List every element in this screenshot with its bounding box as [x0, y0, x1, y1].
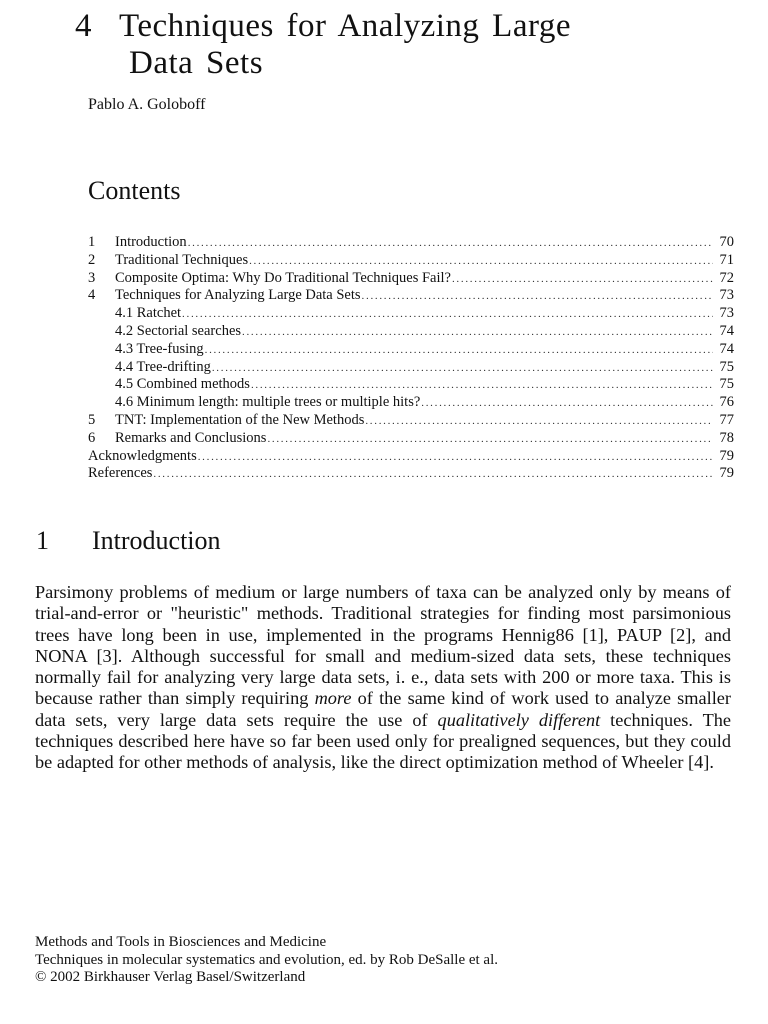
page-footer	[35, 934, 498, 987]
toc-entry-page: 71	[719, 251, 734, 268]
toc-leader-dots	[249, 252, 713, 271]
toc-entry-number: 2	[88, 251, 96, 268]
toc-entry[interactable]	[88, 465, 734, 483]
paragraph-text: Parsimony problems of medium or large numbers of taxa can be analyzed only by means of trial-and-error or "heuristic" methods. Traditional strategies for finding most parsimonious trees have long been in use, implemented in the programs Hennig86 [1], PAUP [2], and NONA [3]. Although successful for small and medium-sized data sets, these techniques normally fail for analyzing very large data sets, i. e., data sets with 200 or more taxa. This is because rather than simply requiring	[35, 582, 731, 709]
table-of-contents	[88, 234, 734, 483]
toc-entry[interactable]	[88, 448, 734, 466]
toc-entry-label: References	[88, 465, 153, 482]
toc-leader-dots	[198, 448, 713, 467]
author-name: Pablo A. Goloboff	[88, 96, 206, 113]
toc-entry-number: 3	[88, 269, 96, 286]
toc-entry-label: Remarks and Conclusions	[115, 429, 267, 446]
toc-entry[interactable]	[88, 430, 734, 448]
toc-subentry[interactable]	[88, 376, 734, 394]
toc-leader-dots	[452, 270, 713, 289]
toc-entry-label: 4.5 Combined methods	[115, 376, 250, 393]
toc-entry-page: 70	[719, 234, 734, 250]
toc-entry-label: Acknowledgments	[88, 447, 197, 464]
toc-subentry[interactable]	[88, 359, 734, 377]
toc-entry[interactable]	[88, 287, 734, 305]
chapter-title-line-2: Data Sets	[129, 45, 264, 81]
toc-entry[interactable]	[88, 234, 734, 252]
footer-book: Techniques in molecular systematics and evolution, ed. by Rob DeSalle et al.	[35, 951, 499, 968]
toc-subentry[interactable]	[88, 341, 734, 359]
toc-entry-page: 74	[719, 322, 734, 339]
toc-leader-dots	[267, 430, 713, 449]
toc-leader-dots	[212, 359, 713, 378]
contents-heading: Contents	[88, 176, 181, 205]
toc-entry-number: 1	[88, 234, 96, 250]
emphasis-text: qualitatively different	[437, 709, 601, 730]
toc-leader-dots	[242, 323, 713, 342]
toc-entry[interactable]	[88, 252, 734, 270]
chapter-title-line-1: Techniques for Analyzing Large	[119, 8, 572, 44]
toc-leader-dots	[362, 287, 713, 306]
toc-leader-dots	[182, 305, 713, 324]
toc-entry-number: 5	[88, 411, 96, 428]
toc-leader-dots	[153, 465, 713, 484]
toc-leader-dots	[205, 341, 713, 360]
toc-entry-page: 73	[719, 305, 734, 322]
toc-entry-label: 4.6 Minimum length: multiple trees or multiple hits?	[115, 394, 421, 411]
toc-entry-number: 4	[88, 287, 96, 304]
toc-entry-page: 79	[719, 447, 734, 464]
toc-leader-dots	[188, 234, 713, 253]
section-title: Introduction	[92, 526, 221, 555]
toc-entry-page: 72	[719, 269, 734, 286]
toc-entry-page: 75	[719, 358, 734, 375]
toc-entry-page: 75	[719, 376, 734, 393]
toc-entry-label: TNT: Implementation of the New Methods	[115, 411, 365, 428]
toc-entry-label: Techniques for Analyzing Large Data Sets	[115, 287, 361, 304]
toc-entry-label: 4.3 Tree-fusing	[115, 340, 204, 357]
toc-subentry[interactable]	[88, 305, 734, 323]
toc-entry-number: 6	[88, 429, 96, 446]
toc-leader-dots	[365, 412, 713, 431]
toc-subentry[interactable]	[88, 323, 734, 341]
paragraph-text: of the same kind of work used to analyze smaller data sets, very large data sets require the use of	[35, 688, 731, 730]
toc-subentry[interactable]	[88, 394, 734, 412]
toc-entry-page: 76	[719, 394, 734, 411]
footer-copyright: © 2002 Birkhauser Verlag Basel/Switzerland	[35, 969, 306, 985]
toc-entry[interactable]	[88, 270, 734, 288]
toc-entry-page: 78	[719, 429, 734, 446]
footer-series: Methods and Tools in Biosciences and Medicine	[35, 934, 327, 950]
chapter-title	[75, 8, 735, 82]
emphasis-text: more	[314, 688, 352, 709]
toc-entry[interactable]	[88, 412, 734, 430]
section-heading	[36, 526, 221, 556]
toc-entry-label: Traditional Techniques	[115, 251, 249, 268]
toc-entry-page: 73	[719, 287, 734, 304]
toc-entry-label: 4.4 Tree-drifting	[115, 358, 211, 375]
introduction-paragraph	[35, 582, 731, 774]
toc-entry-page: 74	[719, 340, 734, 357]
toc-entry-label: Composite Optima: Why Do Traditional Techniques Fail?	[115, 269, 451, 286]
paragraph-text: techniques. The techniques described here have so far been used only for prealigned sequences, but they could be adapted for other methods of analysis, like the direct optimization method of Wheeler [4].	[35, 709, 731, 773]
chapter-number: 4	[75, 8, 92, 44]
section-number: 1	[36, 526, 49, 555]
toc-entry-label: 4.2 Sectorial searches	[115, 322, 242, 339]
toc-entry-label: 4.1 Ratchet	[115, 305, 182, 322]
toc-leader-dots	[421, 394, 713, 413]
toc-entry-label: Introduction	[115, 234, 187, 250]
toc-entry-page: 77	[719, 411, 734, 428]
toc-leader-dots	[251, 376, 713, 395]
toc-entry-page: 79	[719, 465, 734, 482]
